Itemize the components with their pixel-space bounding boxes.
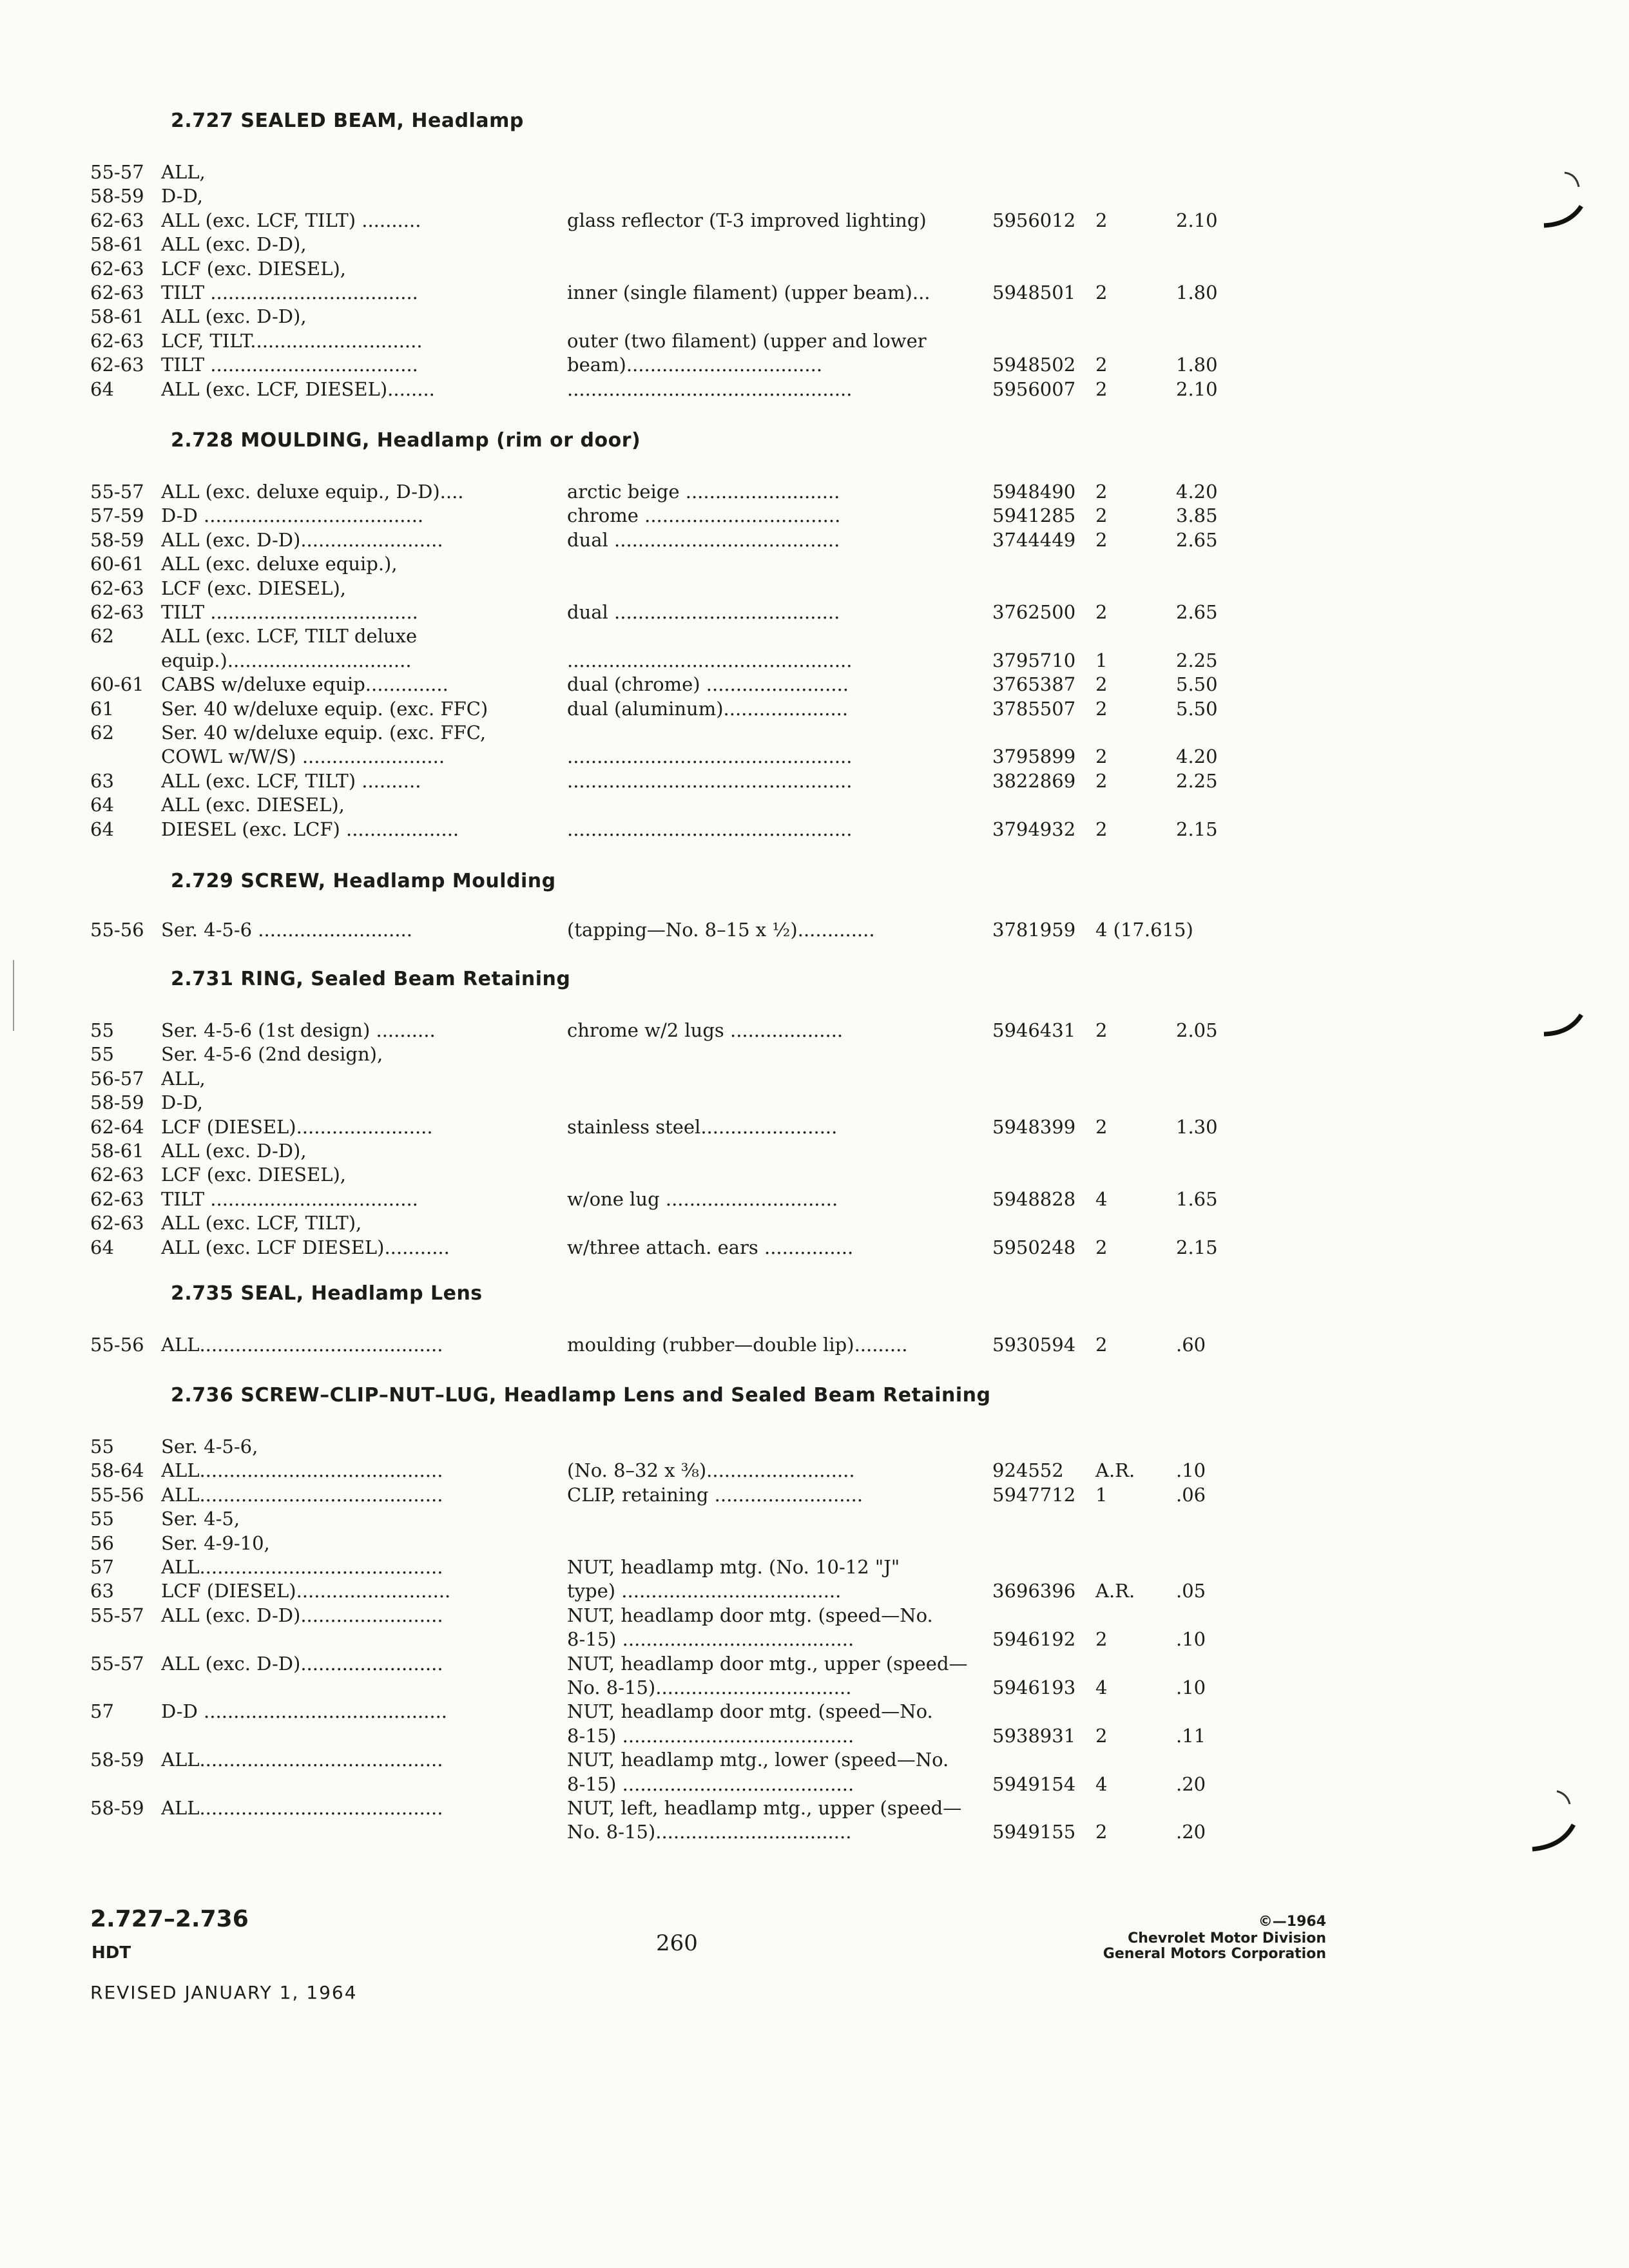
parts-row — [0, 672, 1629, 697]
price: 4.20 — [1176, 745, 1218, 767]
application: equip.)............................... — [161, 649, 412, 671]
description: ................................................ — [567, 649, 853, 671]
description: dual ...................................... — [567, 529, 840, 551]
description: w/one lug ............................. — [567, 1188, 838, 1210]
parts-row — [0, 1211, 1629, 1235]
description: CLIP, retaining ......................... — [567, 1484, 863, 1506]
application: ALL (exc. D-D), — [161, 1140, 307, 1162]
price: .10 — [1176, 1628, 1206, 1650]
price: 1.80 — [1176, 282, 1218, 303]
application: ALL (exc. D-D)........................ — [161, 1653, 443, 1675]
quantity: 1 — [1095, 649, 1108, 671]
description: No. 8-15)................................. — [567, 1821, 852, 1843]
part-number: 3765387 — [992, 673, 1076, 695]
description: chrome w/2 lugs ................... — [567, 1019, 843, 1041]
model-years: 62-63 — [90, 282, 144, 303]
parts-row — [0, 1675, 1629, 1700]
application: Ser. 4-9-10, — [161, 1532, 270, 1554]
parts-row — [0, 600, 1629, 624]
part-number: 5948399 — [992, 1116, 1076, 1138]
revised-date: REVISED JANUARY 1, 1964 — [90, 1982, 358, 2003]
price: 2.10 — [1176, 209, 1218, 231]
application: LCF (DIESEL).......................... — [161, 1580, 451, 1602]
description: (No. 8–32 x ⅜)......................... — [567, 1459, 855, 1481]
section-title: 2.729 SCREW, Headlamp Moulding — [171, 870, 556, 892]
quantity: 4 — [1095, 1773, 1108, 1795]
parts-row — [0, 1042, 1629, 1066]
price: 4.20 — [1176, 481, 1218, 503]
parts-row — [0, 1699, 1629, 1724]
application: ALL......................................... — [161, 1334, 443, 1356]
application: LCF (exc. DIESEL), — [161, 577, 346, 599]
part-number: 5941285 — [992, 505, 1076, 526]
quantity: 2 — [1095, 529, 1108, 551]
application: TILT ................................... — [161, 601, 418, 623]
application: DIESEL (exc. LCF) ................... — [161, 818, 459, 840]
application: LCF (DIESEL)....................... — [161, 1116, 433, 1138]
part-number: 5948828 — [992, 1188, 1076, 1210]
model-years: 58-59 — [90, 1749, 144, 1771]
quantity: 2 — [1095, 745, 1108, 767]
parts-row — [0, 1820, 1629, 1844]
application: Ser. 4-5-6 (1st design) .......... — [161, 1019, 436, 1041]
parts-row — [0, 160, 1629, 184]
model-years: 64 — [90, 1236, 114, 1258]
parts-row — [0, 720, 1629, 745]
description: chrome ................................. — [567, 505, 841, 526]
parts-row — [0, 1627, 1629, 1651]
part-number: 5947712 — [992, 1484, 1076, 1506]
model-years: 58-61 — [90, 233, 144, 255]
model-years: 57 — [90, 1700, 114, 1722]
part-number: 5956012 — [992, 209, 1076, 231]
model-years: 55 — [90, 1043, 114, 1065]
corporation-name: General Motors Corporation — [1103, 1946, 1326, 1962]
part-number: 3785507 — [992, 698, 1076, 720]
quantity: 2 — [1095, 354, 1108, 376]
application: D-D ......................................... — [161, 1700, 448, 1722]
price: 1.65 — [1176, 1188, 1218, 1210]
description: ................................................ — [567, 818, 853, 840]
price: 2.05 — [1176, 1019, 1218, 1041]
description: NUT, headlamp door mtg. (speed—No. — [567, 1700, 933, 1722]
part-number: 5948490 — [992, 481, 1076, 503]
parts-row — [0, 1458, 1629, 1483]
parts-row — [0, 817, 1629, 841]
application: Ser. 40 w/deluxe equip. (exc. FFC) — [161, 698, 488, 720]
quantity: 2 — [1095, 1236, 1108, 1258]
part-number: 5950248 — [992, 1236, 1076, 1258]
parts-row — [0, 1066, 1629, 1091]
parts-row — [0, 304, 1629, 329]
model-years: 55-57 — [90, 161, 144, 183]
part-number: 3794932 — [992, 818, 1076, 840]
parts-row — [0, 648, 1629, 673]
model-years: 57 — [90, 1556, 114, 1578]
part-number: 5948501 — [992, 282, 1076, 303]
price: .10 — [1176, 1459, 1206, 1481]
application: ALL......................................... — [161, 1797, 443, 1819]
application: Ser. 4-5-6 .......................... — [161, 919, 412, 941]
part-number: 3744449 — [992, 529, 1076, 551]
parts-row — [0, 744, 1629, 769]
quantity: 2 — [1095, 673, 1108, 695]
model-years: 55-57 — [90, 1604, 144, 1626]
application: ALL (exc. LCF, TILT) .......... — [161, 209, 421, 231]
price: .60 — [1176, 1334, 1206, 1356]
application: ALL (exc. D-D)........................ — [161, 1604, 443, 1626]
description: dual (chrome) ........................ — [567, 673, 849, 695]
description: type) ..................................... — [567, 1580, 842, 1602]
price: .20 — [1176, 1773, 1206, 1795]
description: ................................................ — [567, 770, 853, 792]
price: 2.65 — [1176, 529, 1218, 551]
parts-row — [0, 184, 1629, 208]
quantity: A.R. — [1095, 1459, 1135, 1481]
part-number: 3795899 — [992, 745, 1076, 767]
model-years: 55-57 — [90, 481, 144, 503]
parts-row — [0, 1018, 1629, 1043]
part-number: 5946431 — [992, 1019, 1076, 1041]
price: 2.65 — [1176, 601, 1218, 623]
parts-row — [0, 552, 1629, 576]
application: ALL, — [161, 1068, 206, 1090]
parts-row — [0, 1235, 1629, 1260]
margin-mark — [13, 960, 14, 1031]
application: TILT ................................... — [161, 282, 418, 303]
parts-row — [0, 1139, 1629, 1163]
parts-row — [0, 528, 1629, 552]
model-years: 57-59 — [90, 505, 144, 526]
parts-row — [0, 769, 1629, 793]
price: 1.80 — [1176, 354, 1218, 376]
parts-row — [0, 1772, 1629, 1796]
parts-row — [0, 1162, 1629, 1187]
model-years: 58-59 — [90, 529, 144, 551]
description: NUT, headlamp door mtg., upper (speed— — [567, 1653, 968, 1675]
quantity: 2 — [1095, 770, 1108, 792]
quantity: 2 — [1095, 1334, 1108, 1356]
application: ALL (exc. D-D)........................ — [161, 529, 443, 551]
part-number: 5938931 — [992, 1725, 1076, 1747]
description: 8-15) ....................................... — [567, 1773, 854, 1795]
description: dual (aluminum)..................... — [567, 698, 849, 720]
application: ALL......................................... — [161, 1484, 443, 1506]
parts-row — [0, 352, 1629, 377]
model-years: 62-63 — [90, 209, 144, 231]
application: LCF (exc. DIESEL), — [161, 258, 346, 280]
price: .11 — [1176, 1725, 1206, 1747]
part-number: 5946192 — [992, 1628, 1076, 1650]
section-range: 2.727–2.736 — [90, 1906, 249, 1932]
description: arctic beige .......................... — [567, 481, 840, 503]
model-years: 63 — [90, 770, 114, 792]
copyright: ©—1964 — [1258, 1914, 1326, 1930]
parts-row — [0, 1434, 1629, 1459]
description: NUT, headlamp mtg., lower (speed—No. — [567, 1749, 949, 1771]
parts-row — [0, 503, 1629, 528]
parts-row — [0, 329, 1629, 353]
part-number: 5956007 — [992, 378, 1076, 400]
parts-row — [0, 1796, 1629, 1820]
description: moulding (rubber—double lip)......... — [567, 1334, 908, 1356]
application: ALL (exc. LCF, DIESEL)........ — [161, 378, 435, 400]
description: NUT, headlamp door mtg. (speed—No. — [567, 1604, 933, 1626]
binder-mark-middle — [1531, 1005, 1589, 1044]
quantity: 2 — [1095, 601, 1108, 623]
model-years: 62-63 — [90, 577, 144, 599]
model-years: 56-57 — [90, 1068, 144, 1090]
section-title: 2.735 SEAL, Headlamp Lens — [171, 1282, 483, 1305]
model-years: 62-63 — [90, 1188, 144, 1210]
description: NUT, left, headlamp mtg., upper (speed— — [567, 1797, 962, 1819]
quantity: 2 — [1095, 1725, 1108, 1747]
application: TILT ................................... — [161, 1188, 418, 1210]
application: ALL......................................... — [161, 1459, 443, 1481]
quantity: 4 (17.615) — [1095, 919, 1193, 941]
section-title: 2.727 SEALED BEAM, Headlamp — [171, 110, 524, 132]
application: LCF (exc. DIESEL), — [161, 1164, 346, 1186]
parts-row — [0, 1332, 1629, 1357]
model-years: 55 — [90, 1436, 114, 1457]
page-number: 260 — [656, 1930, 698, 1956]
part-number: 5930594 — [992, 1334, 1076, 1356]
part-number: 5946193 — [992, 1677, 1076, 1698]
price: 2.25 — [1176, 649, 1218, 671]
description: ................................................ — [567, 378, 853, 400]
price: 2.25 — [1176, 770, 1218, 792]
quantity: A.R. — [1095, 1580, 1135, 1602]
part-number: 3696396 — [992, 1580, 1076, 1602]
description: dual ...................................... — [567, 601, 840, 623]
application: LCF, TILT............................. — [161, 330, 423, 352]
application: Ser. 4-5, — [161, 1508, 240, 1530]
model-years: 55 — [90, 1508, 114, 1530]
application: Ser. 40 w/deluxe equip. (exc. FFC, — [161, 722, 487, 744]
price: 3.85 — [1176, 505, 1218, 526]
parts-row — [0, 208, 1629, 233]
application: D-D, — [161, 185, 204, 207]
quantity: 2 — [1095, 282, 1108, 303]
model-years: 62-63 — [90, 1212, 144, 1234]
model-years: 64 — [90, 794, 114, 816]
parts-row — [0, 1531, 1629, 1555]
parts-row — [0, 1651, 1629, 1676]
application: D-D, — [161, 1091, 204, 1113]
application: ALL (exc. D-D), — [161, 233, 307, 255]
model-years: 58-59 — [90, 185, 144, 207]
part-number: 3795710 — [992, 649, 1076, 671]
model-years: 55-56 — [90, 1334, 144, 1356]
application: ALL......................................... — [161, 1749, 443, 1771]
description: outer (two filament) (upper and lower — [567, 330, 927, 352]
model-years: 60-61 — [90, 553, 144, 575]
division-name: Chevrolet Motor Division — [1128, 1930, 1326, 1946]
quantity: 2 — [1095, 1019, 1108, 1041]
binder-mark-top — [1531, 161, 1589, 238]
parts-row — [0, 1506, 1629, 1531]
parts-row — [0, 1483, 1629, 1507]
model-years: 56 — [90, 1532, 114, 1554]
description: No. 8-15)................................. — [567, 1677, 852, 1698]
application: TILT ................................... — [161, 354, 418, 376]
model-years: 58-64 — [90, 1459, 144, 1481]
model-years: 62-63 — [90, 258, 144, 280]
model-years: 55-56 — [90, 1484, 144, 1506]
parts-row — [0, 1090, 1629, 1115]
model-years: 62-63 — [90, 330, 144, 352]
application: ALL (exc. LCF, TILT deluxe — [161, 625, 418, 647]
binder-mark-bottom — [1525, 1785, 1583, 1862]
catalog-code: HDT — [92, 1943, 131, 1963]
application: ALL (exc. DIESEL), — [161, 794, 345, 816]
model-years: 63 — [90, 1580, 114, 1602]
section-title: 2.736 SCREW–CLIP–NUT–LUG, Headlamp Lens and Sealed Beam Retaining — [171, 1384, 991, 1407]
model-years: 58-61 — [90, 305, 144, 327]
quantity: 2 — [1095, 505, 1108, 526]
parts-row — [0, 1187, 1629, 1211]
description: ................................................ — [567, 745, 853, 767]
parts-row — [0, 1115, 1629, 1139]
parts-row — [0, 1747, 1629, 1772]
parts-row — [0, 576, 1629, 601]
application: Ser. 4-5-6 (2nd design), — [161, 1043, 383, 1065]
price: .20 — [1176, 1821, 1206, 1843]
quantity: 2 — [1095, 378, 1108, 400]
model-years: 58-59 — [90, 1797, 144, 1819]
model-years: 62 — [90, 625, 114, 647]
parts-row — [0, 232, 1629, 256]
quantity: 2 — [1095, 1116, 1108, 1138]
model-years: 60-61 — [90, 673, 144, 695]
model-years: 62-63 — [90, 601, 144, 623]
parts-row — [0, 479, 1629, 504]
model-years: 55 — [90, 1019, 114, 1041]
quantity: 2 — [1095, 698, 1108, 720]
quantity: 2 — [1095, 818, 1108, 840]
model-years: 64 — [90, 378, 114, 400]
description: 8-15) ....................................... — [567, 1628, 854, 1650]
application: ALL (exc. LCF, TILT) .......... — [161, 770, 421, 792]
parts-row — [0, 280, 1629, 305]
section-title: 2.731 RING, Sealed Beam Retaining — [171, 968, 571, 990]
application: ALL (exc. D-D), — [161, 305, 307, 327]
application: ALL (exc. LCF, TILT), — [161, 1212, 362, 1234]
application: ALL......................................... — [161, 1556, 443, 1578]
parts-row — [0, 1579, 1629, 1603]
application: ALL, — [161, 161, 206, 183]
quantity: 4 — [1095, 1677, 1108, 1698]
price: .10 — [1176, 1677, 1206, 1698]
price: .06 — [1176, 1484, 1206, 1506]
model-years: 62-63 — [90, 1164, 144, 1186]
description: stainless steel....................... — [567, 1116, 838, 1138]
quantity: 1 — [1095, 1484, 1108, 1506]
price: 2.10 — [1176, 378, 1218, 400]
model-years: 58-61 — [90, 1140, 144, 1162]
description: 8-15) ....................................... — [567, 1725, 854, 1747]
part-number: 5948502 — [992, 354, 1076, 376]
application: D-D ..................................... — [161, 505, 424, 526]
parts-row — [0, 793, 1629, 817]
part-number: 5949154 — [992, 1773, 1076, 1795]
price: .05 — [1176, 1580, 1206, 1602]
section-title: 2.728 MOULDING, Headlamp (rim or door) — [171, 429, 641, 452]
quantity: 2 — [1095, 209, 1108, 231]
price: 2.15 — [1176, 818, 1218, 840]
parts-row — [0, 1555, 1629, 1579]
price: 2.15 — [1176, 1236, 1218, 1258]
application: CABS w/deluxe equip.............. — [161, 673, 448, 695]
model-years: 64 — [90, 818, 114, 840]
description: NUT, headlamp mtg. (No. 10-12 "J" — [567, 1556, 900, 1578]
parts-row — [0, 624, 1629, 648]
application: Ser. 4-5-6, — [161, 1436, 258, 1457]
part-number: 3822869 — [992, 770, 1076, 792]
parts-row — [0, 918, 1629, 942]
model-years: 62-64 — [90, 1116, 144, 1138]
part-number: 3781959 — [992, 919, 1076, 941]
application: COWL w/W/S) ........................ — [161, 745, 445, 767]
application: ALL (exc. LCF DIESEL)........... — [161, 1236, 450, 1258]
description: w/three attach. ears ............... — [567, 1236, 854, 1258]
application: ALL (exc. deluxe equip., D-D).... — [161, 481, 464, 503]
price: 1.30 — [1176, 1116, 1218, 1138]
model-years: 55-56 — [90, 919, 144, 941]
model-years: 55-57 — [90, 1653, 144, 1675]
application: ALL (exc. deluxe equip.), — [161, 553, 398, 575]
parts-row — [0, 256, 1629, 281]
description: glass reflector (T-3 improved lighting) — [567, 209, 927, 231]
price: 5.50 — [1176, 673, 1218, 695]
part-number: 5949155 — [992, 1821, 1076, 1843]
part-number: 3762500 — [992, 601, 1076, 623]
quantity: 2 — [1095, 1821, 1108, 1843]
model-years: 58-59 — [90, 1091, 144, 1113]
parts-row — [0, 377, 1629, 401]
model-years: 61 — [90, 698, 114, 720]
description: (tapping—No. 8–15 x ½)............. — [567, 919, 875, 941]
quantity: 2 — [1095, 1628, 1108, 1650]
model-years: 62 — [90, 722, 114, 744]
parts-row — [0, 1724, 1629, 1748]
parts-row — [0, 1603, 1629, 1628]
quantity: 4 — [1095, 1188, 1108, 1210]
parts-row — [0, 697, 1629, 721]
price: 5.50 — [1176, 698, 1218, 720]
quantity: 2 — [1095, 481, 1108, 503]
part-number: 924552 — [992, 1459, 1064, 1481]
description: beam)................................. — [567, 354, 823, 376]
model-years: 62-63 — [90, 354, 144, 376]
description: inner (single filament) (upper beam)... — [567, 282, 930, 303]
